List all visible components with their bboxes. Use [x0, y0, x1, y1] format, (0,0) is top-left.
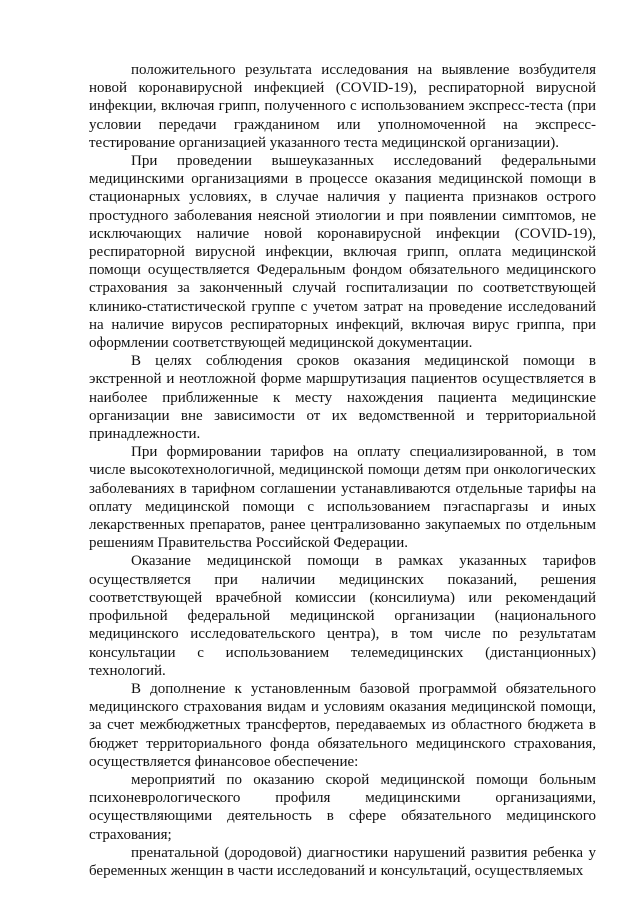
- paragraph-prenatal-diagnostics: пренатальной (дородовой) диагностики нарушений развития ребенка у беременных женщин в части исследований и консультаций, осуществляемых: [89, 844, 596, 879]
- paragraph-oncology-tariffs: При формировании тарифов на оплату специализированной, в том числе высокотехнологичной, медицинской помощи детям при онкологических заболеваниях в тарифном соглашении устанавливаются отдельные тарифы на оплату медицинской помощи с использованием пэгаспаргазы и иных лекарственных препаратов, ранее централизованно закупаемых по отдельным решениям Правительства Российской Федерации.: [89, 444, 596, 552]
- document-body: [89, 61, 596, 880]
- paragraph-emergency-routing: В целях соблюдения сроков оказания медицинской помощи в экстренной и неотложной форме маршрутизация пациентов осуществляется в наиболее приближенные к месту нахождения пациента медицинские организации вне зависимости от их ведомственной и территориальной принадлежности.: [89, 353, 596, 443]
- paragraph-covid-express-test: положительного результата исследования на выявление возбудителя новой коронавирусной инфекцией (COVID-19), респираторной вирусной инфекции, включая грипп, полученного с использованием экспресс-теста (при условии передачи гражданином или уполномоченной на экспресс-тестирование организацией указанного теста медицинской организации).: [89, 62, 596, 151]
- paragraph-additional-financing: В дополнение к установленным базовой программой обязательного медицинского страхования видам и условиям оказания медицинской помощи, за счет межбюджетных трансфертов, передаваемых из областного бюджета в бюджет территориального фонда обязательного медицинского страхования, осуществляется финансовое обеспечение:: [89, 680, 596, 770]
- paragraph-federal-organizations-payment: При проведении вышеуказанных исследований федеральными медицинскими организациями в процессе оказания медицинской помощи в стационарных условиях, в случае наличия у пациента признаков острого простудного заболевания неясной этиологии и при появлении симптомов, не исключающих наличие новой коронавирусной инфекции (COVID-19), респираторной вирусной инфекции, включая грипп, оплата медицинской помощи осуществляется Федеральным фондом обязательного медицинского страхования за законченный случай госпитализации по соответствующей клинико-статистической группе с учетом затрат на проведение исследований на наличие вирусов респираторных инфекций, включая вирус гриппа, при оформлении соответствующей медицинской документации.: [89, 153, 596, 352]
- paragraph-psychoneurological-ambulance: мероприятий по оказанию скорой медицинской помощи больным психоневрологического профиля медицинскими организациями, осуществляющими деятельность в сфере обязательного медицинского страхования;: [89, 771, 596, 843]
- paragraph-medical-indications: Оказание медицинской помощи в рамках указанных тарифов осуществляется при наличии медицинских показаний, решения соответствующей врачебной комиссии (консилиума) или рекомендаций профильной федеральной медицинской организации (национального медицинского исследовательского центра), в том числе по результатам консультации с использованием телемедицинских (дистанционных) технологий.: [89, 553, 596, 679]
